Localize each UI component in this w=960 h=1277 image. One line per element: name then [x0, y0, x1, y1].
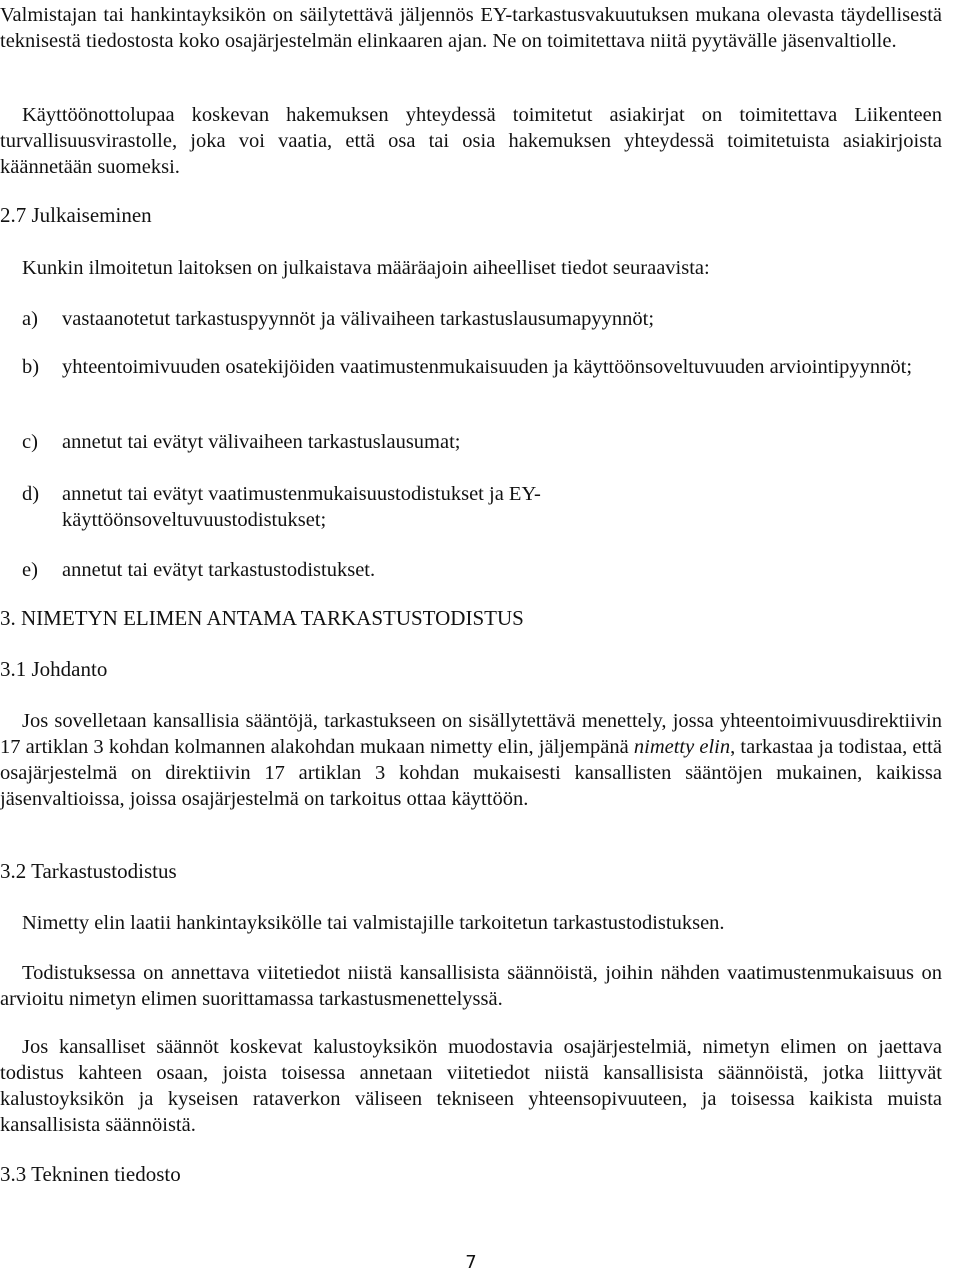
list-label: d) [22, 483, 40, 505]
paragraph-publication-intro: Kunkin ilmoitetun laitoksen on julkaistava määräajoin aiheelliset tiedot seuraavista: [22, 257, 710, 279]
page-number: 7 [465, 1252, 477, 1273]
list-text: annetut tai evätyt vaatimustenmukaisuustodistukset ja EY-käyttöönsoveltuvuustodistukset; [62, 483, 541, 531]
list-text: vastaanotetut tarkastuspyynnöt ja välivaiheen tarkastuslausumapyynnöt; [62, 308, 655, 330]
list-text: annetut tai evätyt välivaiheen tarkastuslausumat; [62, 431, 461, 453]
paragraph-certificate-references: Todistuksessa on annettava viitetiedot niistä kansallisista säännöistä, joihin nähden vaatimustenmukaisuus on arvioitu nimetyn elimen suorittamassa tarkastusmenettelyssä. [0, 962, 942, 1010]
heading-3-1: 3.1 Johdanto [0, 657, 108, 681]
list-item-c [22, 429, 942, 455]
list-item-a [22, 306, 942, 332]
heading-3-3: 3.3 Tekninen tiedosto [0, 1162, 181, 1186]
heading-3-2: 3.2 Tarkastustodistus [0, 859, 177, 883]
list-label: c) [22, 431, 38, 453]
introduction-text-end: , tarkastaa ja todistaa, että osajärjestelmä on direktiivin 17 artiklan 3 kohdan mukaisesti kansallisten sääntöjen mukainen, kaikissa jäsenvaltioissa, joissa osajärjestelmä on tarkoitus ottaa käyttöön. [0, 736, 942, 810]
paragraph-archive-copy: Valmistajan tai hankintayksikön on säilytettävä jäljennös EY-tarkastusvakuutuksen mukana olevasta täydellisestä teknisestä tiedostosta koko osajärjestelmän elinkaaren ajan. Ne on toimitettava niitä pyytävälle jäsenvaltiolle. [0, 4, 942, 52]
introduction-text-start: Jos sovelletaan kansallisia sääntöjä, tarkastukseen on sisällytettävä menettely, jossa yhteentoimivuusdirektiivin 17 artiklan 3 kohdan kolmannen alakohdan mukaan nimetty elin, jäljempänä [0, 710, 942, 758]
list-label: e) [22, 559, 38, 581]
list-item-b [22, 354, 942, 380]
list-text: annetut tai evätyt tarkastustodistukset. [62, 559, 376, 581]
heading-2-7: 2.7 Julkaiseminen [0, 203, 152, 227]
list-item-e [22, 557, 942, 583]
paragraph-introduction [0, 708, 942, 812]
list-label: b) [22, 356, 40, 378]
paragraph-authorization-documents: Käyttöönottolupaa koskevan hakemuksen yhteydessä toimitetut asiakirjat on toimitettava Liikenteen turvallisuusvirastolle, joka voi vaatia, että osa tai osia hakemuksen yhteydessä toimitetuista asiakirjoista käännetään suomeksi. [0, 104, 942, 178]
list-text: yhteentoimivuuden osatekijöiden vaatimustenmukaisuuden ja käyttöönsoveltuvuuden arviointipyynnöt; [62, 356, 913, 378]
introduction-defined-term: nimetty elin [633, 736, 731, 758]
paragraph-certificate-issue: Nimetty elin laatii hankintayksikölle tai valmistajille tarkoitetun tarkastustodistuksen. [22, 912, 725, 934]
list-label: a) [22, 308, 38, 330]
heading-3: 3. NIMETYN ELIMEN ANTAMA TARKASTUSTODISTUS [0, 606, 524, 630]
paragraph-certificate-parts: Jos kansalliset säännöt koskevat kalustoyksikön muodostavia osajärjestelmiä, nimetyn elimen on jaettava todistus kahteen osaan, joista toisessa annetaan viitetiedot niistä kansallisista säännöistä, jotka liittyvät kalustoyksikön ja kyseisen rataverkon väliseen tekniseen yhteensopivuuteen, ja toisessa kaikista muista kansallisista säännöistä. [0, 1036, 942, 1136]
list-item-d [22, 481, 942, 533]
